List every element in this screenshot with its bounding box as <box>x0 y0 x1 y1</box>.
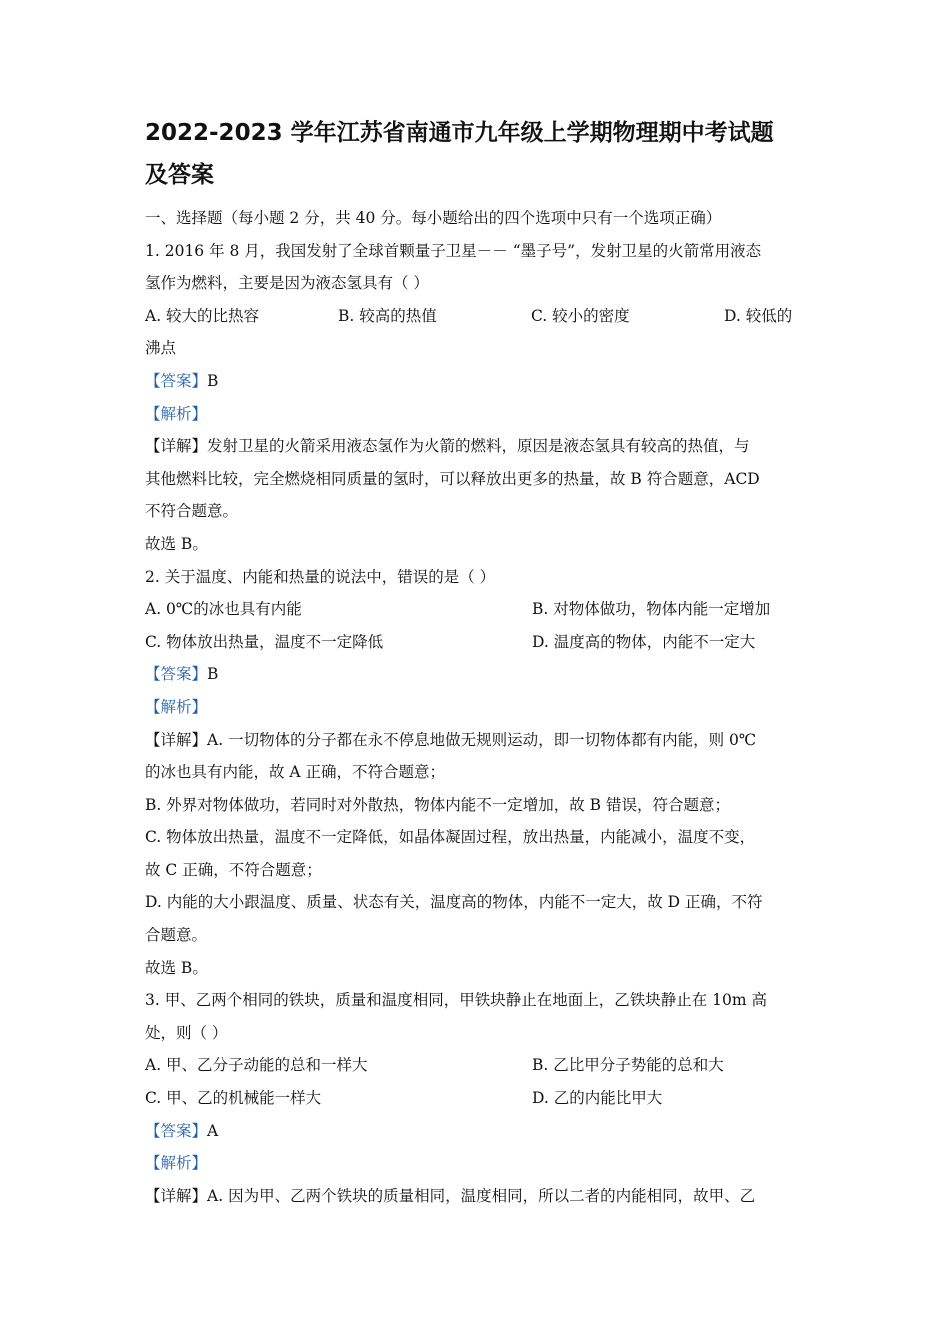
q2-stem: 2. 关于温度、内能和热量的说法中，错误的是（ ） <box>145 567 496 586</box>
detail-tag: 【详解】 <box>145 1186 208 1205</box>
q1-option-d: D. 较低的 <box>724 306 793 325</box>
q3-stem-line-2: 处，则（ ） <box>145 1023 228 1042</box>
q1-option-d-cont: 沸点 <box>145 339 177 358</box>
q1-conclusion: 故选 B。 <box>145 534 208 553</box>
q2-detail-line-4: C. 物体放出热量，温度不一定降低，如晶体凝固过程，放出热量，内能减小，温度不变， <box>145 828 756 847</box>
q1-answer-value: B <box>207 371 219 390</box>
q3-analysis <box>145 1147 810 1180</box>
q1-options <box>145 300 810 333</box>
q2-detail-line-7: 合题意。 <box>145 926 208 945</box>
q2-options-row-1 <box>145 593 810 626</box>
q1-detail-line-2: 其他燃料比较，完全燃烧相同质量的氢时，可以释放出更多的热量，故 B 符合题意，ACD <box>145 469 760 488</box>
q2-detail-text-1: A. 一切物体的分子都在永不停息地做无规则运动，即一切物体都有内能，则 0℃ <box>207 730 757 749</box>
q1-detail-line-1 <box>145 430 810 463</box>
analysis-tag: 【解析】 <box>145 697 208 716</box>
document-page <box>145 108 810 1212</box>
q2-conclusion: 故选 B。 <box>145 958 208 977</box>
q1-option-c: C. 较小的密度 <box>531 306 630 325</box>
q3-option-a: A. 甲、乙分子动能的总和一样大 <box>145 1056 368 1075</box>
q1-option-a: A. 较大的比热容 <box>145 306 260 325</box>
q1-stem-line-1: 1. 2016 年 8 月，我国发射了全球首颗量子卫星－－ “墨子号”，发射卫星的火箭常用液态 <box>145 241 762 260</box>
q3-answer <box>145 1115 810 1148</box>
analysis-tag: 【解析】 <box>145 404 208 423</box>
answer-tag: 【答案】 <box>145 1121 208 1140</box>
q1-detail-text-1: 发射卫星的火箭采用液态氢作为火箭的燃料，原因是液态氢具有较高的热值，与 <box>207 437 750 456</box>
q2-analysis <box>145 691 810 724</box>
q3-detail-line-1 <box>145 1180 810 1213</box>
q2-option-a: A. 0℃的冰也具有内能 <box>145 600 302 619</box>
title-line-2: 及答案 <box>145 162 214 188</box>
answer-tag: 【答案】 <box>145 665 208 684</box>
analysis-tag: 【解析】 <box>145 1154 208 1173</box>
q3-option-d: D. 乙的内能比甲大 <box>532 1089 663 1108</box>
q3-option-b: B. 乙比甲分子势能的总和大 <box>532 1056 724 1075</box>
q2-detail-line-6: D. 内能的大小跟温度、质量、状态有关，温度高的物体，内能不一定大，故 D 正确，不符 <box>145 893 763 912</box>
q3-answer-value: A <box>207 1121 219 1140</box>
q1-detail-line-3: 不符合题意。 <box>145 502 239 521</box>
q2-options-row-2 <box>145 626 810 659</box>
q3-stem-line-1: 3. 甲、乙两个相同的铁块，质量和温度相同，甲铁块静止在地面上，乙铁块静止在 10m 高 <box>145 991 767 1010</box>
answer-tag: 【答案】 <box>145 371 208 390</box>
q2-answer <box>145 658 810 691</box>
section-heading: 一、选择题（每小题 2 分，共 40 分。每小题给出的四个选项中只有一个选项正确） <box>145 209 722 227</box>
q3-options-row-1 <box>145 1049 810 1082</box>
q3-detail-text-1: A. 因为甲、乙两个铁块的质量相同，温度相同，所以二者的内能相同，故甲、乙 <box>207 1186 756 1205</box>
q3-options-row-2 <box>145 1082 810 1115</box>
q1-option-b: B. 较高的热值 <box>338 306 437 325</box>
q1-answer <box>145 365 810 398</box>
q2-detail-line-2: 的冰也具有内能，故 A 正确，不符合题意； <box>145 763 446 782</box>
title-line-1: 2022-2023 学年江苏省南通市九年级上学期物理期中考试题 <box>145 120 774 146</box>
q3-option-c: C. 甲、乙的机械能一样大 <box>145 1089 322 1108</box>
detail-tag: 【详解】 <box>145 730 208 749</box>
q2-option-b: B. 对物体做功，物体内能一定增加 <box>532 600 771 619</box>
q1-stem-line-2: 氢作为燃料，主要是因为液态氢具有（ ） <box>145 274 429 293</box>
q2-option-c: C. 物体放出热量，温度不一定降低 <box>145 632 384 651</box>
q1-analysis <box>145 398 810 431</box>
q2-detail-line-5: 故 C 正确，不符合题意； <box>145 860 322 879</box>
q2-detail-line-3: B. 外界对物体做功，若同时对外散热，物体内能不一定增加，故 B 错误，符合题意； <box>145 795 730 814</box>
q2-option-d: D. 温度高的物体，内能不一定大 <box>532 632 756 651</box>
q2-detail-line-1 <box>145 724 810 757</box>
document-title <box>145 112 810 196</box>
q2-answer-value: B <box>207 665 219 684</box>
detail-tag: 【详解】 <box>145 437 208 456</box>
